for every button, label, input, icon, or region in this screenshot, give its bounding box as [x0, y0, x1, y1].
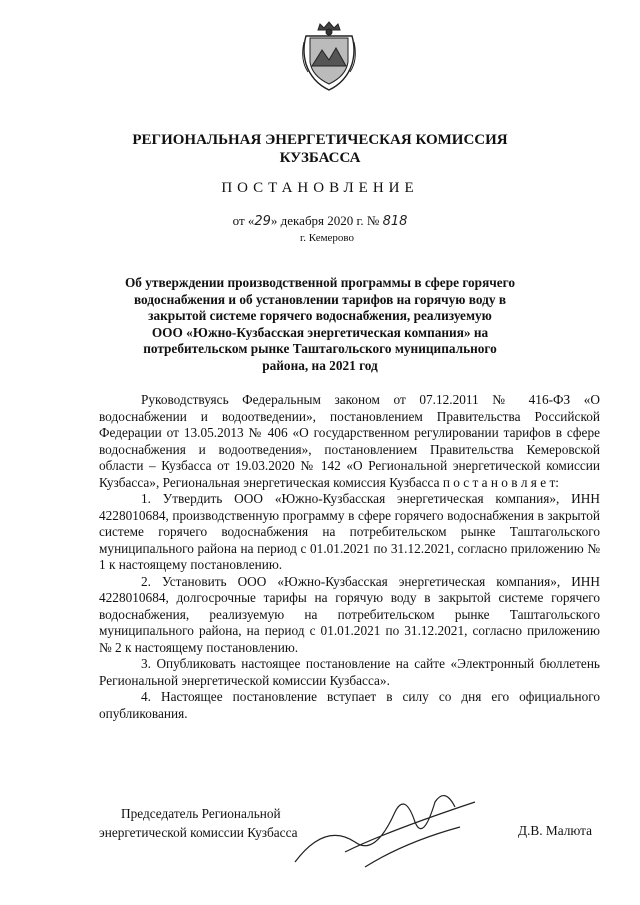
subject-line: ООО «Южно-Кузбасская энергетическая компания» на	[151, 324, 489, 340]
preamble-paragraph: Руководствуясь Федеральным законом от 07.12.2011 № 416-ФЗ «О водоснабжении и водоотведении», постановлением Правительства Российской Федерации от 13.05.2013 № 406 «О государственном регулировании тарифов в сфере водоснабжения и водоотведения», постановлением Правительства Кемеровской области – Кузбасса от 19.03.2020 № 142 «О Региональной энергетической комиссии Кузбасса», Региональная энергетическая комиссия Кузбасса п о с т а н о в л я е т:	[99, 392, 600, 490]
subject-line: водоснабжения и об установлении тарифов на горячую воду в	[133, 291, 507, 307]
handwritten-signature	[285, 782, 485, 882]
signatory-title-line-2: энергетической комиссии Кузбасса	[99, 825, 298, 840]
item-4-paragraph: 4. Настоящее постановление вступает в силу со дня его официального опубликования.	[99, 689, 600, 721]
item-1-paragraph: 1. Утвердить ООО «Южно-Кузбасская энергетическая компания», ИНН 4228010684, производственную программу в сфере горячего водоснабжения в закрытой системе горячего водоснабжения на потребительском рынке Таштагольского муниципального района на период с 01.01.2021 по 31.12.2021, согласно приложению № 1 к настоящему постановлению.	[99, 491, 600, 572]
item-2-paragraph: 2. Установить ООО «Южно-Кузбасская энергетическая компания», ИНН 4228010684, долгосрочные тарифы на горячую воду в закрытой системе горячего водоснабжения, реализуемую на потребительском рынке Таштагольского муниципального района, на период с 01.01.2021 по 31.12.2021, согласно приложению № 2 к настоящему постановлению.	[99, 573, 600, 655]
item-3-paragraph: 3. Опубликовать настоящее постановление на сайте «Электронный бюллетень Региональной энергетической комиссии Кузбасса».	[99, 656, 600, 688]
signatory-title	[99, 804, 298, 842]
document-subject	[0, 275, 640, 374]
subject-line: закрытой системе горячего водоснабжения, реализуемую	[148, 308, 492, 323]
date-prefix: от «	[232, 213, 255, 228]
organization-line-1: РЕГИОНАЛЬНАЯ ЭНЕРГЕТИЧЕСКАЯ КОМИССИЯ	[132, 132, 508, 148]
subject-line: потребительском рынке Таштагольского муниципального	[143, 341, 497, 356]
date-day: 29	[254, 214, 271, 229]
organization-line-2: КУЗБАССА	[279, 150, 361, 166]
document-number: 818	[382, 214, 408, 229]
signatory-name: Д.В. Малюта	[518, 823, 593, 838]
city: г. Кемерово	[300, 232, 355, 244]
signatory-title-line-1: Председатель Региональной	[121, 806, 281, 821]
date-suffix: » декабря 2020 г. №	[270, 213, 380, 228]
document-body	[99, 392, 600, 722]
subject-line: района, на 2021 год	[262, 357, 378, 373]
document-kind: ПОСТАНОВЛЕНИЕ	[221, 180, 419, 196]
coat-of-arms-icon	[298, 20, 360, 92]
organization-name	[0, 131, 640, 167]
subject-line: Об утверждении производственной программы в сфере горячего	[124, 275, 516, 290]
document-date	[0, 213, 640, 229]
